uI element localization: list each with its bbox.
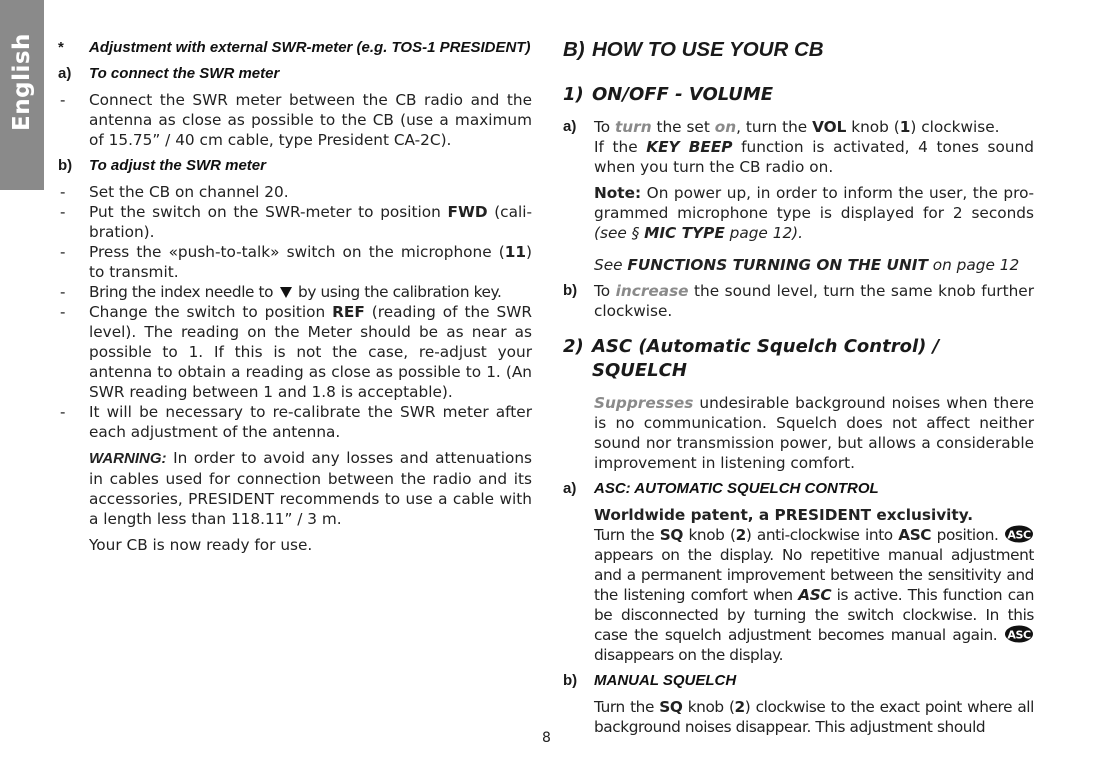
bullet-dash: - bbox=[60, 403, 66, 421]
section-2-intro: Suppresses undesirable background noises when there is no communication. Squelch does not affect neither sound nor transmission power, but allows a considerable improvement in listening comfort. bbox=[594, 394, 1034, 472]
language-tab bbox=[0, 0, 44, 190]
subsection-a-marker: a) bbox=[58, 65, 72, 82]
list-item bbox=[58, 90, 532, 150]
section-title-text: Adjustment with external SWR-meter (e.g. TOS-1 PRESIDENT) bbox=[89, 39, 531, 56]
section-1-number: 1) bbox=[563, 84, 584, 105]
turn-keyword: turn bbox=[614, 118, 652, 136]
list-item bbox=[58, 302, 532, 402]
text-run: Change the switch to position bbox=[89, 303, 333, 321]
asc-label: ASC bbox=[798, 586, 832, 604]
text-run: (reading of the SWR level). The reading on the Meter should be as near as possible to 1. If this is not the case, re-adjust your antenna to obtain a reading as close as possible to 1. (An SWR reading between 1 and 1.8 is acceptable). bbox=[89, 303, 532, 401]
text-run: (calibration). bbox=[89, 203, 532, 241]
item-2a-marker: a) bbox=[563, 480, 577, 497]
subsection-b-title: To adjust the SWR meter bbox=[89, 157, 266, 174]
subsection-b-heading bbox=[58, 156, 532, 176]
mic-type-ref: MIC TYPE bbox=[644, 224, 725, 242]
increase-keyword: increase bbox=[615, 282, 689, 300]
svg-text:ASC: ASC bbox=[1007, 628, 1031, 642]
list-item bbox=[58, 282, 532, 302]
item-1b-marker: b) bbox=[563, 282, 578, 299]
chapter-heading bbox=[563, 37, 1034, 63]
item-2b-heading bbox=[563, 671, 1034, 691]
ready-paragraph bbox=[58, 535, 532, 555]
warning-text: In order to avoid any losses and attenuations in cables used for connection between the radio and its accessories, PRESIDENT recommends to use a cable with a length less than 118.11” / 3 m. bbox=[89, 449, 532, 528]
list-item bbox=[58, 182, 532, 202]
bullet-dash: - bbox=[60, 203, 66, 221]
note-label: Note: bbox=[594, 184, 642, 202]
text-run: Bring the index needle to bbox=[89, 283, 278, 301]
key-beep-label: KEY BEEP bbox=[646, 138, 733, 156]
asc-label: ASC bbox=[898, 526, 932, 544]
chapter-title: HOW TO USE YOUR CB bbox=[592, 38, 824, 61]
left-column bbox=[58, 34, 532, 555]
vol-label: VOL bbox=[812, 118, 847, 136]
page-number: 8 bbox=[542, 730, 551, 746]
patent-line: Worldwide patent, a PRESIDENT exclusivity. bbox=[594, 506, 974, 524]
chapter-number: B) bbox=[563, 38, 585, 61]
ready-text: Your CB is now ready for use. bbox=[89, 536, 313, 554]
subsection-a-title: To connect the SWR meter bbox=[89, 65, 280, 82]
bullet-dash: - bbox=[60, 243, 66, 261]
warning-label: WARNING: bbox=[89, 450, 167, 467]
on-keyword: on bbox=[714, 118, 737, 136]
item-1a-marker: a) bbox=[563, 118, 577, 135]
subsection-a-heading bbox=[58, 64, 532, 84]
item-1b: b) To increase the sound level, turn the same knob further clockwise. bbox=[563, 282, 1034, 320]
section-title-marker: * bbox=[58, 39, 64, 56]
item-2b-marker: b) bbox=[563, 672, 578, 689]
right-column bbox=[563, 34, 1034, 737]
section-1-title: ON/OFF - VOLUME bbox=[592, 84, 774, 105]
list-item-text: It will be necessary to re-calibrate the SWR meter after each adjustment of the antenna. bbox=[89, 403, 532, 441]
bullet-dash: - bbox=[60, 283, 66, 301]
item-2a-heading bbox=[563, 479, 1034, 499]
suppresses-keyword: Suppresses bbox=[594, 394, 694, 412]
list-item-text bbox=[89, 302, 532, 402]
list-item-text bbox=[89, 202, 532, 242]
note-paragraph: Note: On power up, in order to inform the user, the programmed microphone type is displayed for 2 seconds (see § MIC TYPE page 12). bbox=[594, 184, 1034, 242]
item-2a-body: Worldwide patent, a PRESIDENT exclusivity. Turn the SQ knob (2) anti-clockwise into ASC position. ASC appears on the display. No repetitive manual adjustment and a permanent improvement between the sensitivity and the listening comfort when ASC is active. This function can be disconnected by turning the switch clockwise. In this case the squelch adjustment becomes manual again. ASC disappears on the display. bbox=[594, 506, 1035, 664]
down-triangle-icon bbox=[280, 287, 292, 298]
list-item bbox=[58, 202, 532, 242]
section-1-heading bbox=[563, 83, 1034, 107]
list-item-text bbox=[89, 282, 532, 302]
item-2b-body: Turn the SQ knob (2) clockwise to the exact point where all background noises disappear. This adjustment should bbox=[594, 698, 1034, 736]
functions-ref: FUNCTIONS TURNING ON THE UNIT bbox=[627, 256, 928, 274]
svg-text:ASC: ASC bbox=[1007, 528, 1031, 542]
ptt-number: 11 bbox=[504, 243, 527, 261]
subsection-b-marker: b) bbox=[58, 157, 73, 174]
sq-label: SQ bbox=[659, 698, 683, 716]
text-run: by using the calibration key. bbox=[293, 283, 502, 301]
list-item-text: Set the CB on channel 20. bbox=[89, 183, 289, 201]
list-item-text: Connect the SWR meter between the CB radio and the antenna as close as possible to the CB (use a maximum of 15.75” / 40 cm cable, type President CA-2C). bbox=[89, 91, 532, 149]
item-2a-title: ASC: AUTOMATIC SQUELCH CONTROL bbox=[594, 480, 879, 497]
bullet-dash: - bbox=[60, 91, 66, 109]
text-run: Put the switch on the SWR-meter to position bbox=[89, 203, 448, 221]
fwd-label: FWD bbox=[447, 203, 488, 221]
list-item bbox=[58, 242, 532, 282]
asc-icon bbox=[1004, 525, 1034, 543]
section-2-heading bbox=[563, 335, 1034, 383]
text-run: ) to transmit. bbox=[89, 243, 532, 281]
asc-icon bbox=[1004, 625, 1034, 643]
language-tab-label: English bbox=[9, 33, 35, 131]
section-2-title: ASC (Automatic Squelch Control) / SQUELCH bbox=[592, 336, 940, 381]
section-title bbox=[58, 38, 532, 58]
ref-label: REF bbox=[332, 303, 365, 321]
bullet-dash: - bbox=[60, 303, 66, 321]
section-2-number: 2) bbox=[563, 336, 584, 357]
sq-label: SQ bbox=[659, 526, 683, 544]
list-item-text bbox=[89, 242, 532, 282]
see-also: See FUNCTIONS TURNING ON THE UNIT on page 12 bbox=[594, 256, 1020, 274]
text-run: Press the «push-to-talk» switch on the microphone ( bbox=[89, 243, 505, 261]
item-2b-title: MANUAL SQUELCH bbox=[594, 672, 737, 689]
warning-paragraph bbox=[58, 448, 532, 529]
item-1a: a) To turn the set on, turn the VOL knob (1) clockwise. If the KEY BEEP function is activated, 4 tones sound when you turn the CB radio on. Note: On power up, in order to inform the user, the programmed microphone type is displayed for 2 seconds (see § MIC TYPE page 12). See FUNCTIONS TURNING ON THE UNIT on page 12 bbox=[563, 118, 1034, 274]
bullet-dash: - bbox=[60, 183, 66, 201]
list-item bbox=[58, 402, 532, 442]
